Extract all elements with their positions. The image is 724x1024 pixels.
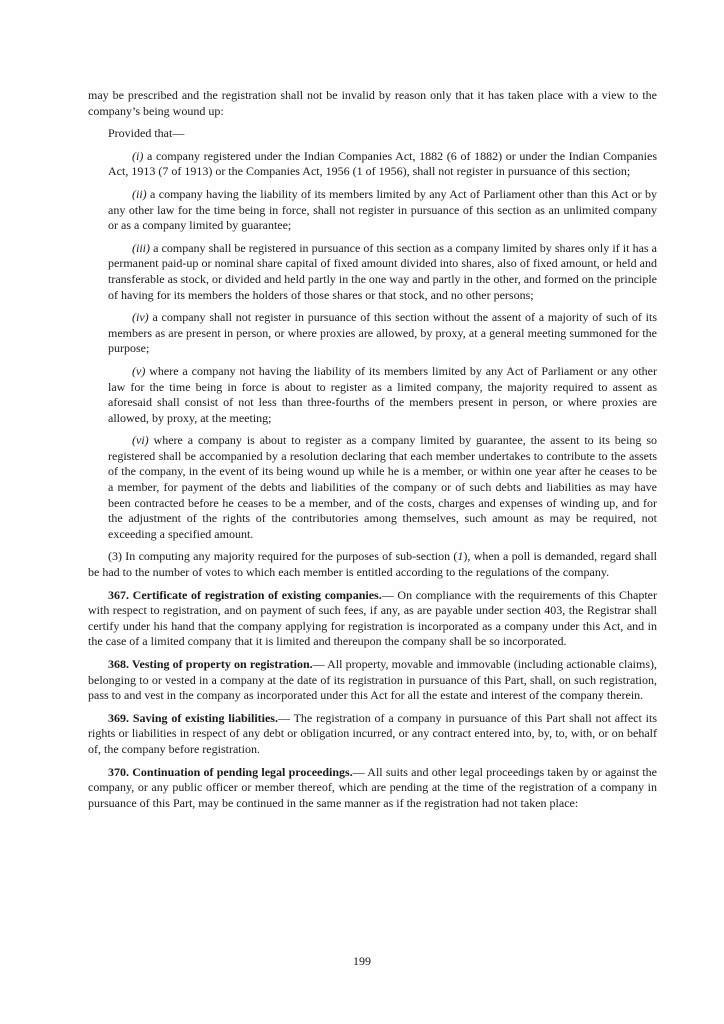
section-367 [88,588,657,650]
clause-text: where a company not having the liability of its members limited by any Act of Parliament or any other law for the time being in force is about to register as a limited company, the majority required to assent as aforesaid shall consist of not less than three-fourths of the members present in person, or where proxies are allowed, by proxy, at the meeting; [108,363,657,425]
section-369 [88,711,657,758]
document-body [88,88,657,818]
clause-iv [88,310,657,357]
clause-v [88,364,657,426]
clause-text: a company shall be registered in pursuance of this section as a company limited by shares only if it has a permanent paid-up or nominal share capital of fixed amount divided into shares, also of fixed amount, or held and transferable as stock, or divided and held partly in the one way and partly in the other, and formed on the principle of having for its members the holders of those shares or that stock, and no other persons; [108,240,658,302]
clause-i [88,149,657,180]
section-body: — All property, movable and immovable (including actionable claims), belonging to or vested in a company at the date of its registration in pursuance of this Part, shall, on such registration, pass to and vest in the company as incorporated under this Act for all the estate and interest of the company therein. [88,657,657,703]
section-body: — On compliance with the requirements of this Chapter with respect to registration, and on payment of such fees, if any, as are payable under section 403, the Registrar shall certify under his hand that the company applying for registration is incorporated as a company under this Act, and in the case of a limited company that it is limited and thereupon the company shall be so incorporated. [88,587,658,649]
section-body: — All suits and other legal proceedings taken by or against the company, or any public officer or member thereof, which are pending at the time of the registration of a company in pursuance of this Part, may be continued in the same manner as if the registration had not taken place: [88,764,658,810]
clause-text: a company registered under the Indian Companies Act, 1882 (6 of 1882) or under the Indian Companies Act, 1913 (7 of 1913) or the Companies Act, 1956 (1 of 1956), shall not register in pursuance of this section; [108,148,657,179]
page-number: 199 [353,954,371,968]
section-heading: 367. Certificate of registration of existing companies. [108,587,382,602]
clause-text: a company shall not register in pursuance of this section without the assent of a majority of such of its members as are present in person, or where proxies are allowed, by proxy, at a general meeting summoned for the purpose; [108,310,657,356]
section-370 [88,765,657,812]
sub-section-text-b: ), when a poll is demanded, regard shall be had to the number of votes to which each member is entitled according to the regulations of the company. [88,549,658,580]
clause-iii [88,241,657,303]
clause-number: (vi) [132,433,149,448]
sub-section-number: (3) [108,549,122,564]
section-heading: 368. Vesting of property on registration. [108,657,313,671]
section-368 [88,657,657,704]
sub-section-reference: 1 [457,549,464,564]
proviso-lead: Provided that— [108,126,185,141]
clause-number: (iv) [132,310,149,325]
sub-section-3 [88,549,657,580]
clause-number: (iii) [132,240,150,255]
intro-paragraph: may be prescribed and the registration shall not be invalid by reason only that it has taken place with a view to the company’s being wound up: [88,88,657,118]
clause-number: (i) [132,148,144,163]
section-heading: 369. Saving of existing liabilities. [108,710,278,725]
clause-text: a company having the liability of its members limited by any Act of Parliament other than this Act or by any other law for the time being in force, shall not register in pursuance of this section as an unlimited company or as a company limited by guarantee; [108,186,657,233]
clause-vi [88,433,657,542]
section-heading: 370. Continuation of pending legal proceedings. [108,764,353,779]
clause-number: (ii) [132,186,147,201]
clause-text: where a company is about to register as a company limited by guarantee, the assent to its being so registered shall be accompanied by a resolution declaring that each member undertakes to contribute to the assets of the company, in the event of its being wound up while he is a member, or within one year after he ceases to be a member, for payment of the debts and liabilities of the company or of such debts and liabilities as may have been contracted before he ceases to be a member, and of the costs, charges and expenses of winding up, and for the adjustment of the rights of the contributories among themselves, such amount as may be required, not exceeding a specified amount. [108,433,657,541]
clause-ii [88,187,657,234]
clause-number: (v) [132,363,146,378]
sub-section-text-a: In computing any majority required for the purposes of sub-section ( [122,549,458,564]
section-body: — The registration of a company in pursuance of this Part shall not affect its rights or liabilities in respect of any debt or obligation incurred, or any contract entered into, by, to, with, or on behalf of, the company before registration. [88,710,657,756]
